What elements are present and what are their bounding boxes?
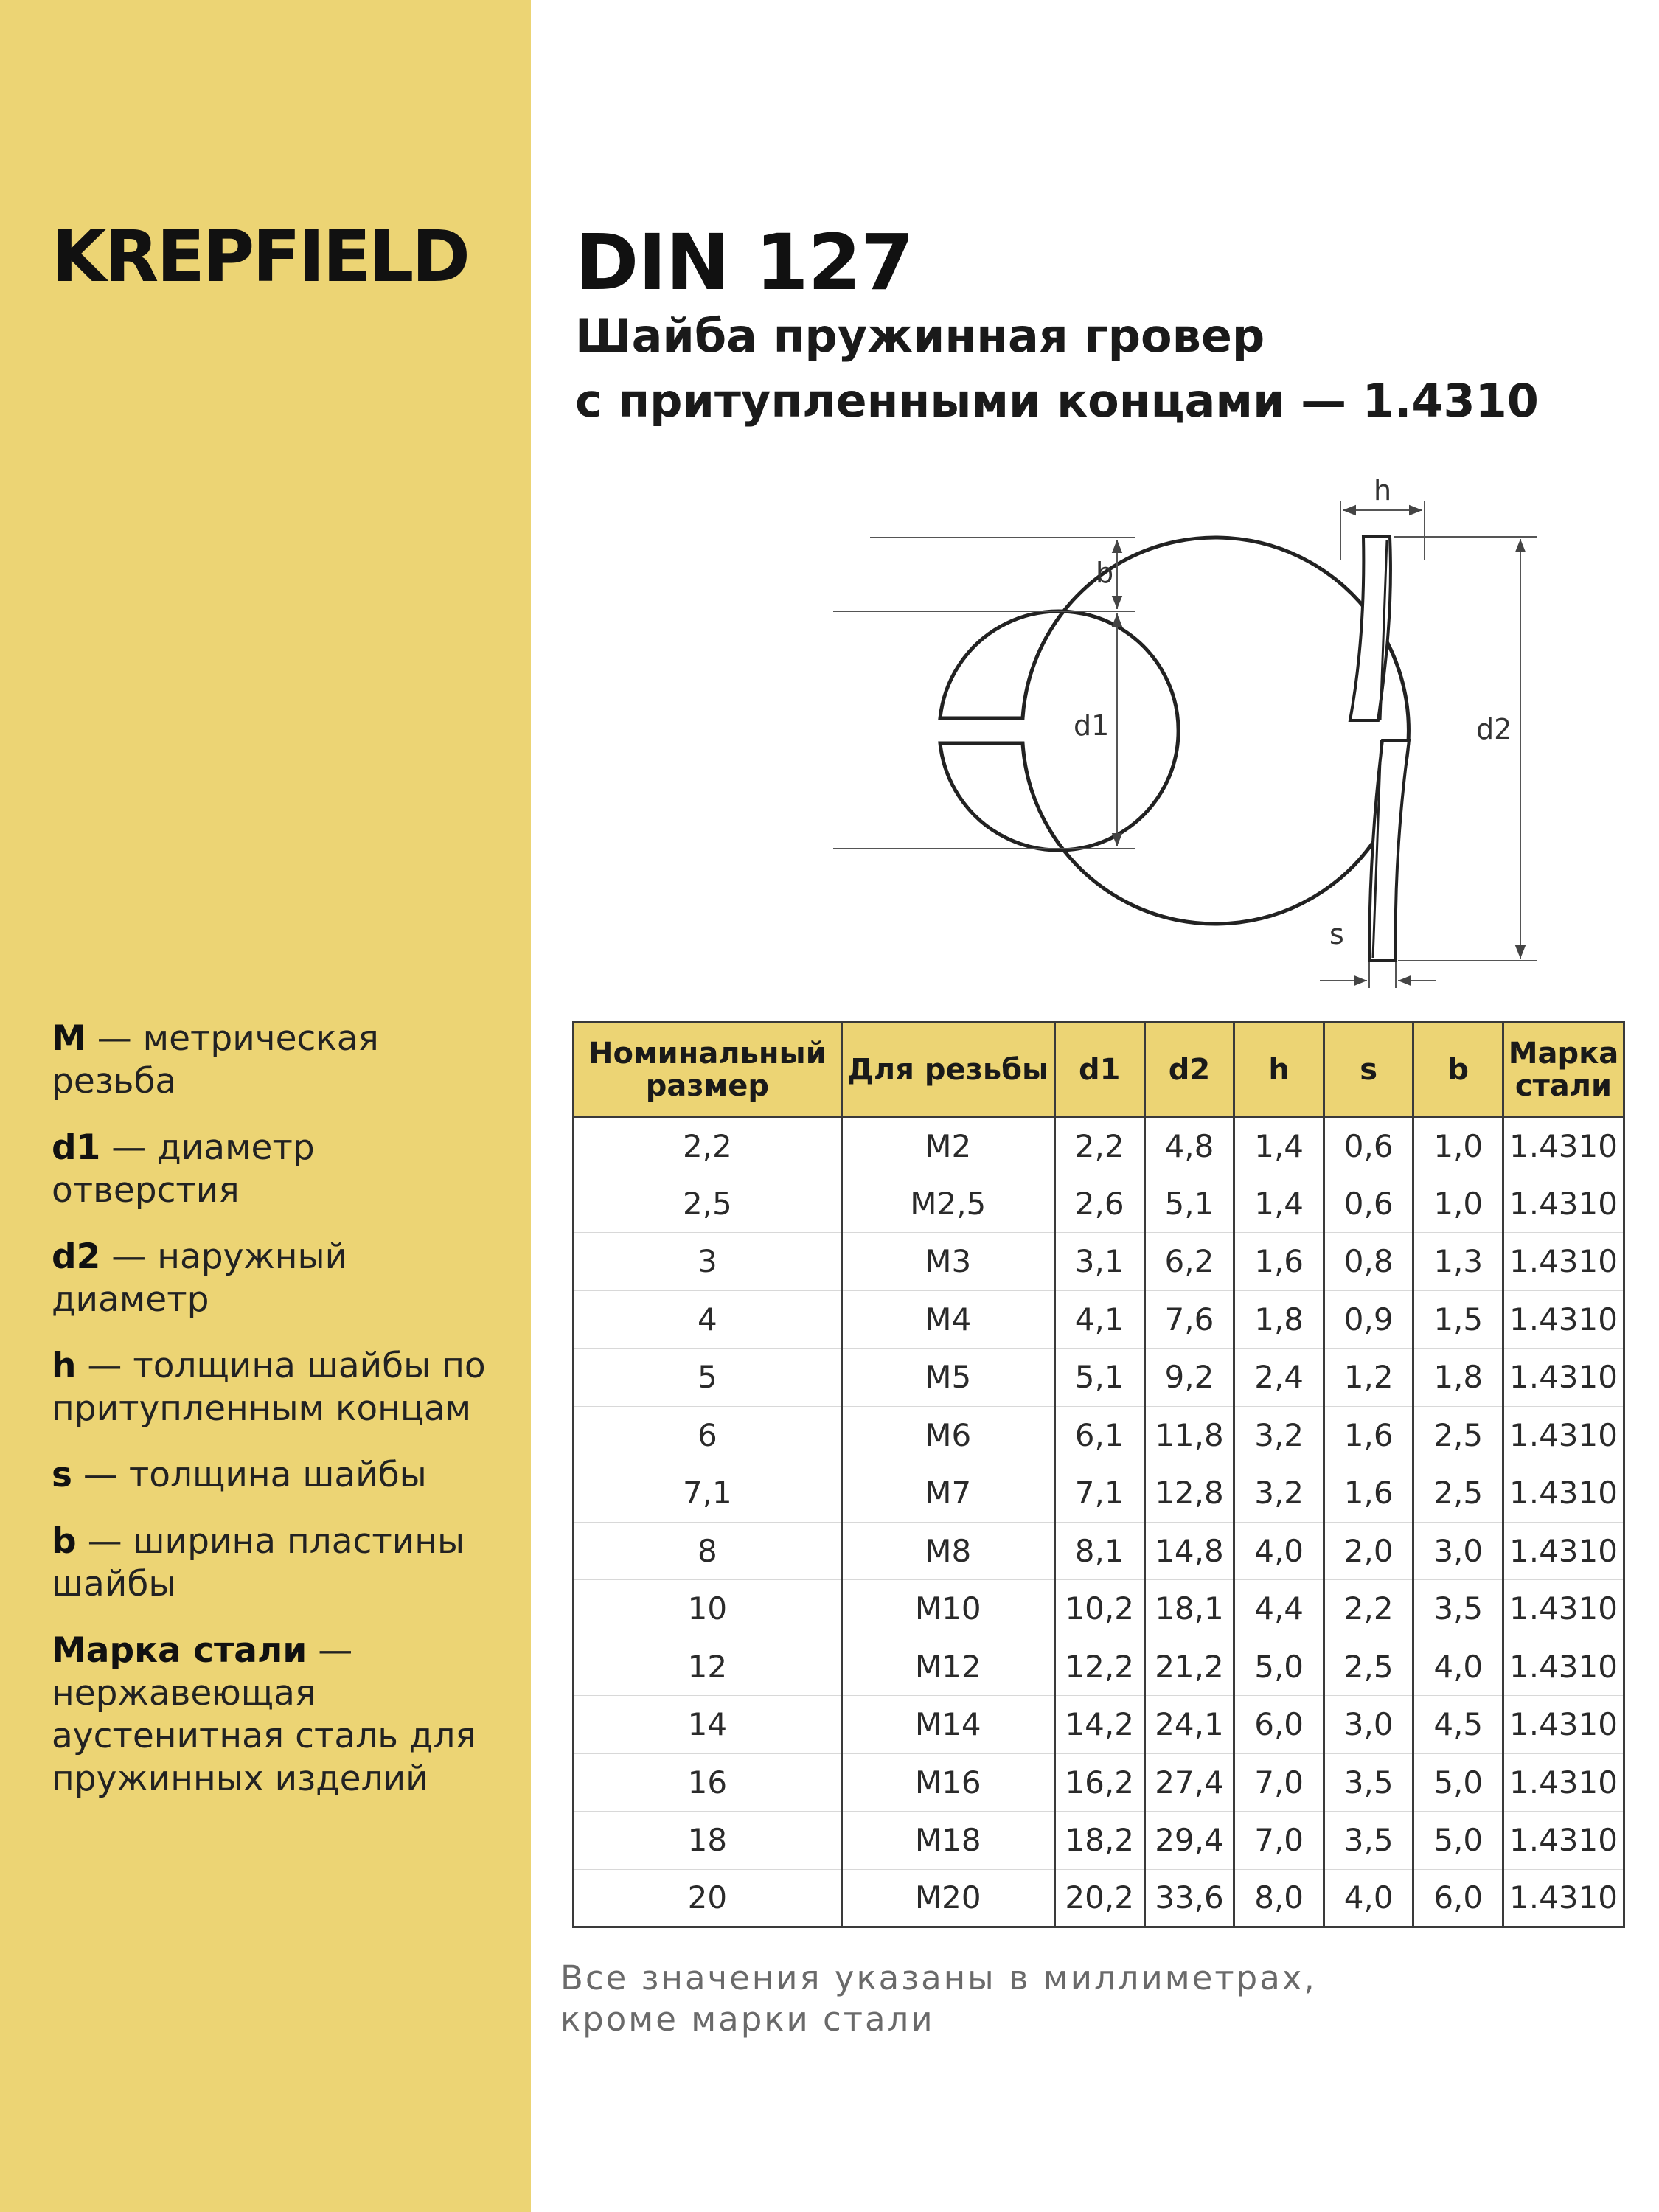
table-row bbox=[574, 1117, 1624, 1175]
cell-h: 7,0 bbox=[1234, 1812, 1324, 1870]
cell-d1: 6,1 bbox=[1054, 1406, 1144, 1464]
legend-key: s bbox=[52, 1455, 72, 1495]
label-d2: d2 bbox=[1476, 713, 1512, 745]
cell-thread: M3 bbox=[841, 1233, 1054, 1291]
header-nominal-line1: Номинальный bbox=[588, 1036, 827, 1071]
legend-text: ширина пластины шайбы bbox=[52, 1521, 465, 1604]
cell-d1: 4,1 bbox=[1054, 1290, 1144, 1349]
cell-h: 1,8 bbox=[1234, 1290, 1324, 1349]
cell-b: 1,5 bbox=[1413, 1290, 1503, 1349]
cell-steel-grade: 1.4310 bbox=[1503, 1522, 1624, 1580]
cell-d2: 6,2 bbox=[1144, 1233, 1234, 1291]
cell-d2: 33,6 bbox=[1144, 1869, 1234, 1927]
header-s: s bbox=[1324, 1023, 1413, 1117]
cell-nominal-size: 12 bbox=[574, 1638, 842, 1696]
legend-item bbox=[52, 1236, 509, 1321]
header-grade-line1: Марка bbox=[1508, 1036, 1619, 1071]
table-row bbox=[574, 1580, 1624, 1638]
cell-s: 2,5 bbox=[1324, 1638, 1413, 1696]
cell-d2: 11,8 bbox=[1144, 1406, 1234, 1464]
header-d1: d1 bbox=[1054, 1023, 1144, 1117]
cell-d2: 7,6 bbox=[1144, 1290, 1234, 1349]
cell-steel-grade: 1.4310 bbox=[1503, 1117, 1624, 1175]
legend-item bbox=[52, 1127, 509, 1212]
table-row bbox=[574, 1696, 1624, 1754]
cell-nominal-size: 3 bbox=[574, 1233, 842, 1291]
cell-s: 0,6 bbox=[1324, 1175, 1413, 1233]
table-row bbox=[574, 1349, 1624, 1407]
cell-thread: M2,5 bbox=[841, 1175, 1054, 1233]
cell-thread: M10 bbox=[841, 1580, 1054, 1638]
table-row bbox=[574, 1233, 1624, 1291]
cell-steel-grade: 1.4310 bbox=[1503, 1406, 1624, 1464]
footnote-line-1: Все значения указаны в миллиметрах, bbox=[560, 1958, 1317, 1997]
cell-h: 4,4 bbox=[1234, 1580, 1324, 1638]
table-row bbox=[574, 1753, 1624, 1812]
cell-b: 4,5 bbox=[1413, 1696, 1503, 1754]
cell-h: 1,6 bbox=[1234, 1233, 1324, 1291]
cell-b: 6,0 bbox=[1413, 1869, 1503, 1927]
legend-dash: — bbox=[86, 1018, 143, 1059]
cell-d1: 10,2 bbox=[1054, 1580, 1144, 1638]
cell-d1: 3,1 bbox=[1054, 1233, 1144, 1291]
cell-h: 8,0 bbox=[1234, 1869, 1324, 1927]
subtitle bbox=[575, 304, 1637, 434]
legend-dash: — bbox=[72, 1455, 129, 1495]
cell-d1: 16,2 bbox=[1054, 1753, 1144, 1812]
cell-steel-grade: 1.4310 bbox=[1503, 1233, 1624, 1291]
cell-b: 1,8 bbox=[1413, 1349, 1503, 1407]
legend-dash: — bbox=[100, 1237, 158, 1277]
legend-item bbox=[52, 1345, 509, 1430]
cell-s: 0,8 bbox=[1324, 1233, 1413, 1291]
cell-b: 1,0 bbox=[1413, 1175, 1503, 1233]
cell-s: 0,6 bbox=[1324, 1117, 1413, 1175]
cell-steel-grade: 1.4310 bbox=[1503, 1464, 1624, 1523]
cell-d1: 8,1 bbox=[1054, 1522, 1144, 1580]
cell-s: 1,2 bbox=[1324, 1349, 1413, 1407]
subtitle-line-1: Шайба пружинная гровер bbox=[575, 309, 1265, 363]
legend-dash: — bbox=[100, 1127, 158, 1168]
spec-table bbox=[572, 1021, 1625, 1928]
legend-dash: — bbox=[76, 1346, 133, 1386]
cell-d1: 2,2 bbox=[1054, 1117, 1144, 1175]
table-row bbox=[574, 1406, 1624, 1464]
cell-nominal-size: 8 bbox=[574, 1522, 842, 1580]
cell-h: 3,2 bbox=[1234, 1406, 1324, 1464]
cell-d2: 9,2 bbox=[1144, 1349, 1234, 1407]
label-h: h bbox=[1374, 474, 1392, 507]
cell-thread: M6 bbox=[841, 1406, 1054, 1464]
cell-d2: 5,1 bbox=[1144, 1175, 1234, 1233]
cell-h: 5,0 bbox=[1234, 1638, 1324, 1696]
legend-dash: — bbox=[76, 1521, 133, 1562]
cell-nominal-size: 10 bbox=[574, 1580, 842, 1638]
cell-b: 2,5 bbox=[1413, 1406, 1503, 1464]
legend-key: b bbox=[52, 1521, 77, 1562]
cell-thread: M5 bbox=[841, 1349, 1054, 1407]
cell-nominal-size: 14 bbox=[574, 1696, 842, 1754]
header-nominal-size bbox=[574, 1023, 842, 1117]
cell-d1: 20,2 bbox=[1054, 1869, 1144, 1927]
table-row bbox=[574, 1522, 1624, 1580]
cell-thread: M8 bbox=[841, 1522, 1054, 1580]
cell-thread: M16 bbox=[841, 1753, 1054, 1812]
cell-d2: 24,1 bbox=[1144, 1696, 1234, 1754]
cell-b: 4,0 bbox=[1413, 1638, 1503, 1696]
legend-key: d2 bbox=[52, 1237, 101, 1277]
cell-d2: 14,8 bbox=[1144, 1522, 1234, 1580]
cell-thread: M7 bbox=[841, 1464, 1054, 1523]
cell-d1: 14,2 bbox=[1054, 1696, 1144, 1754]
legend-text: метрическая резьба bbox=[52, 1018, 379, 1102]
cell-h: 7,0 bbox=[1234, 1753, 1324, 1812]
cell-b: 1,3 bbox=[1413, 1233, 1503, 1291]
header-nominal-line2: размер bbox=[645, 1068, 770, 1103]
table-row bbox=[574, 1464, 1624, 1523]
cell-s: 1,6 bbox=[1324, 1406, 1413, 1464]
table-header-row bbox=[574, 1023, 1624, 1117]
cell-thread: M18 bbox=[841, 1812, 1054, 1870]
page-title: DIN 127 bbox=[575, 218, 914, 307]
cell-h: 1,4 bbox=[1234, 1175, 1324, 1233]
legend-key: M bbox=[52, 1018, 86, 1059]
legend-item bbox=[52, 1454, 509, 1497]
legend-item bbox=[52, 1630, 509, 1801]
cell-nominal-size: 7,1 bbox=[574, 1464, 842, 1523]
header-h: h bbox=[1234, 1023, 1324, 1117]
cell-thread: M4 bbox=[841, 1290, 1054, 1349]
front-view bbox=[940, 538, 1408, 924]
cell-h: 4,0 bbox=[1234, 1522, 1324, 1580]
legend-text: толщина шайбы по притупленным концам bbox=[52, 1346, 486, 1429]
cell-s: 4,0 bbox=[1324, 1869, 1413, 1927]
cell-nominal-size: 16 bbox=[574, 1753, 842, 1812]
cell-d1: 18,2 bbox=[1054, 1812, 1144, 1870]
cell-s: 0,9 bbox=[1324, 1290, 1413, 1349]
subtitle-line-2: с притупленными концами — 1.4310 bbox=[575, 374, 1539, 428]
table-body bbox=[574, 1117, 1624, 1927]
legend bbox=[52, 1018, 509, 1824]
table-row bbox=[574, 1290, 1624, 1349]
cell-d2: 21,2 bbox=[1144, 1638, 1234, 1696]
legend-text: диаметр отверстия bbox=[52, 1127, 315, 1211]
cell-steel-grade: 1.4310 bbox=[1503, 1638, 1624, 1696]
cell-d2: 27,4 bbox=[1144, 1753, 1234, 1812]
washer-drawing bbox=[575, 472, 1622, 988]
cell-b: 5,0 bbox=[1413, 1812, 1503, 1870]
header-d2: d2 bbox=[1144, 1023, 1234, 1117]
cell-thread: M2 bbox=[841, 1117, 1054, 1175]
cell-s: 2,2 bbox=[1324, 1580, 1413, 1638]
cell-steel-grade: 1.4310 bbox=[1503, 1753, 1624, 1812]
header-thread: Для резьбы bbox=[841, 1023, 1054, 1117]
cell-d1: 5,1 bbox=[1054, 1349, 1144, 1407]
cell-b: 3,5 bbox=[1413, 1580, 1503, 1638]
cell-d2: 18,1 bbox=[1144, 1580, 1234, 1638]
cell-steel-grade: 1.4310 bbox=[1503, 1290, 1624, 1349]
cell-s: 1,6 bbox=[1324, 1464, 1413, 1523]
cell-b: 2,5 bbox=[1413, 1464, 1503, 1523]
legend-text: толщина шайбы bbox=[128, 1455, 427, 1495]
cell-d1: 12,2 bbox=[1054, 1638, 1144, 1696]
cell-b: 3,0 bbox=[1413, 1522, 1503, 1580]
legend-key: h bbox=[52, 1346, 77, 1386]
legend-text: нержавеющая аустенитная сталь для пружинных изделий bbox=[52, 1673, 476, 1799]
table-row bbox=[574, 1812, 1624, 1870]
header-steel-grade bbox=[1503, 1023, 1624, 1117]
cell-s: 3,0 bbox=[1324, 1696, 1413, 1754]
table-row bbox=[574, 1175, 1624, 1233]
legend-dash: — bbox=[307, 1630, 353, 1671]
cell-nominal-size: 18 bbox=[574, 1812, 842, 1870]
cell-b: 5,0 bbox=[1413, 1753, 1503, 1812]
table-row bbox=[574, 1638, 1624, 1696]
cell-steel-grade: 1.4310 bbox=[1503, 1580, 1624, 1638]
table-row bbox=[574, 1869, 1624, 1927]
cell-nominal-size: 2,5 bbox=[574, 1175, 842, 1233]
label-d1: d1 bbox=[1074, 709, 1110, 742]
cell-steel-grade: 1.4310 bbox=[1503, 1812, 1624, 1870]
cell-d2: 4,8 bbox=[1144, 1117, 1234, 1175]
legend-item bbox=[52, 1018, 509, 1103]
cell-d2: 29,4 bbox=[1144, 1812, 1234, 1870]
cell-steel-grade: 1.4310 bbox=[1503, 1696, 1624, 1754]
cell-h: 2,4 bbox=[1234, 1349, 1324, 1407]
footnote-line-2: кроме марки стали bbox=[560, 2000, 935, 2039]
brand-logo: KREPFIELD bbox=[52, 215, 468, 298]
cell-thread: M14 bbox=[841, 1696, 1054, 1754]
cell-s: 3,5 bbox=[1324, 1812, 1413, 1870]
legend-item bbox=[52, 1520, 509, 1606]
legend-text: наружный диаметр bbox=[52, 1237, 348, 1320]
cell-h: 3,2 bbox=[1234, 1464, 1324, 1523]
cell-b: 1,0 bbox=[1413, 1117, 1503, 1175]
cell-d1: 2,6 bbox=[1054, 1175, 1144, 1233]
footnote bbox=[560, 1958, 1593, 2040]
cell-nominal-size: 5 bbox=[574, 1349, 842, 1407]
header-b: b bbox=[1413, 1023, 1503, 1117]
cell-nominal-size: 4 bbox=[574, 1290, 842, 1349]
cell-d1: 7,1 bbox=[1054, 1464, 1144, 1523]
cell-nominal-size: 6 bbox=[574, 1406, 842, 1464]
cell-steel-grade: 1.4310 bbox=[1503, 1349, 1624, 1407]
label-b: b bbox=[1096, 557, 1114, 589]
cell-thread: M12 bbox=[841, 1638, 1054, 1696]
sidebar bbox=[0, 0, 531, 2212]
cell-d2: 12,8 bbox=[1144, 1464, 1234, 1523]
label-s: s bbox=[1329, 918, 1344, 950]
cell-h: 1,4 bbox=[1234, 1117, 1324, 1175]
header-grade-line2: стали bbox=[1514, 1068, 1613, 1103]
cell-h: 6,0 bbox=[1234, 1696, 1324, 1754]
cell-nominal-size: 2,2 bbox=[574, 1117, 842, 1175]
cell-s: 3,5 bbox=[1324, 1753, 1413, 1812]
cell-thread: M20 bbox=[841, 1869, 1054, 1927]
legend-key: Марка стали bbox=[52, 1630, 307, 1671]
cell-s: 2,0 bbox=[1324, 1522, 1413, 1580]
cell-steel-grade: 1.4310 bbox=[1503, 1869, 1624, 1927]
legend-key: d1 bbox=[52, 1127, 101, 1168]
cell-nominal-size: 20 bbox=[574, 1869, 842, 1927]
cell-steel-grade: 1.4310 bbox=[1503, 1175, 1624, 1233]
